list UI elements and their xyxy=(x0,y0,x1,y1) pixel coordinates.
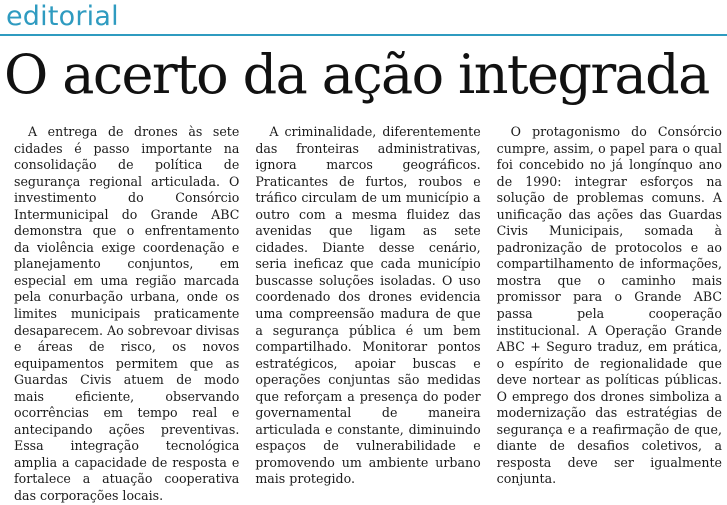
article-paragraph: A entrega de drones às sete cidades é passo importante na consolidação de política de segurança regional articulada. O investimento do Consórcio Intermunicipal do Grande ABC demonstra que o enfrentamento da violência exige coordenação e planejamento conjuntos, em especial em uma região marcada pela conurbação urbana, onde os limites municipais praticamente desaparecem. Ao sobrevoar divisas e áreas de risco, os novos equipamentos permitem que as Guardas Civis atuem de modo mais eficiente, observando ocorrências em tempo real e antecipando ações preventivas. Essa integração tecnológica amplia a capacidade de resposta e fortalece a atuação cooperativa das corporações locais. xyxy=(14,124,240,504)
article-paragraph: A criminalidade, diferentemente das fronteiras administrativas, ignora marcos geográficos. Praticantes de furtos, roubos e tráfico circulam de um município a outro com a mesma fluidez das avenidas que ligam as sete cidades. Diante desse cenário, seria ineficaz que cada município buscasse soluções isoladas. O uso coordenado dos drones evidencia uma compreensão madura de que a segurança pública é um bem compartilhado. Monitorar pontos estratégicos, apoiar buscas e operações conjuntas são medidas que reforçam a presença do poder governamental de maneira articulada e constante, diminuindo espaços de vulnerabilidade e promovendo um ambiente urbano mais protegido. xyxy=(255,124,481,487)
article-column-3 xyxy=(496,124,722,487)
article-paragraph: O protagonismo do Consórcio cumpre, assim, o papel para o qual foi concebido no já longínquo ano de 1990: integrar esforços na solução de problemas comuns. A unificação das ações das Guardas Civis Municipais, somada à padronização de protocolos e ao compartilhamento de informações, mostra que o caminho mais promissor para o Grande ABC passa pela cooperação institucional. A Operação Grande ABC + Seguro traduz, em prática, o espírito de regionalidade que deve nortear as políticas públicas. O emprego dos drones simboliza a modernização das estratégias de segurança e a reafirmação de que, diante de desafios coletivos, a resposta deve ser igualmente conjunta. xyxy=(496,124,722,487)
headline: O acerto da ação integrada xyxy=(4,43,709,106)
article-column-1 xyxy=(14,124,240,504)
article-body xyxy=(14,124,722,504)
article-column-2 xyxy=(255,124,481,487)
section-divider xyxy=(0,34,727,36)
section-label: editorial xyxy=(6,1,119,32)
